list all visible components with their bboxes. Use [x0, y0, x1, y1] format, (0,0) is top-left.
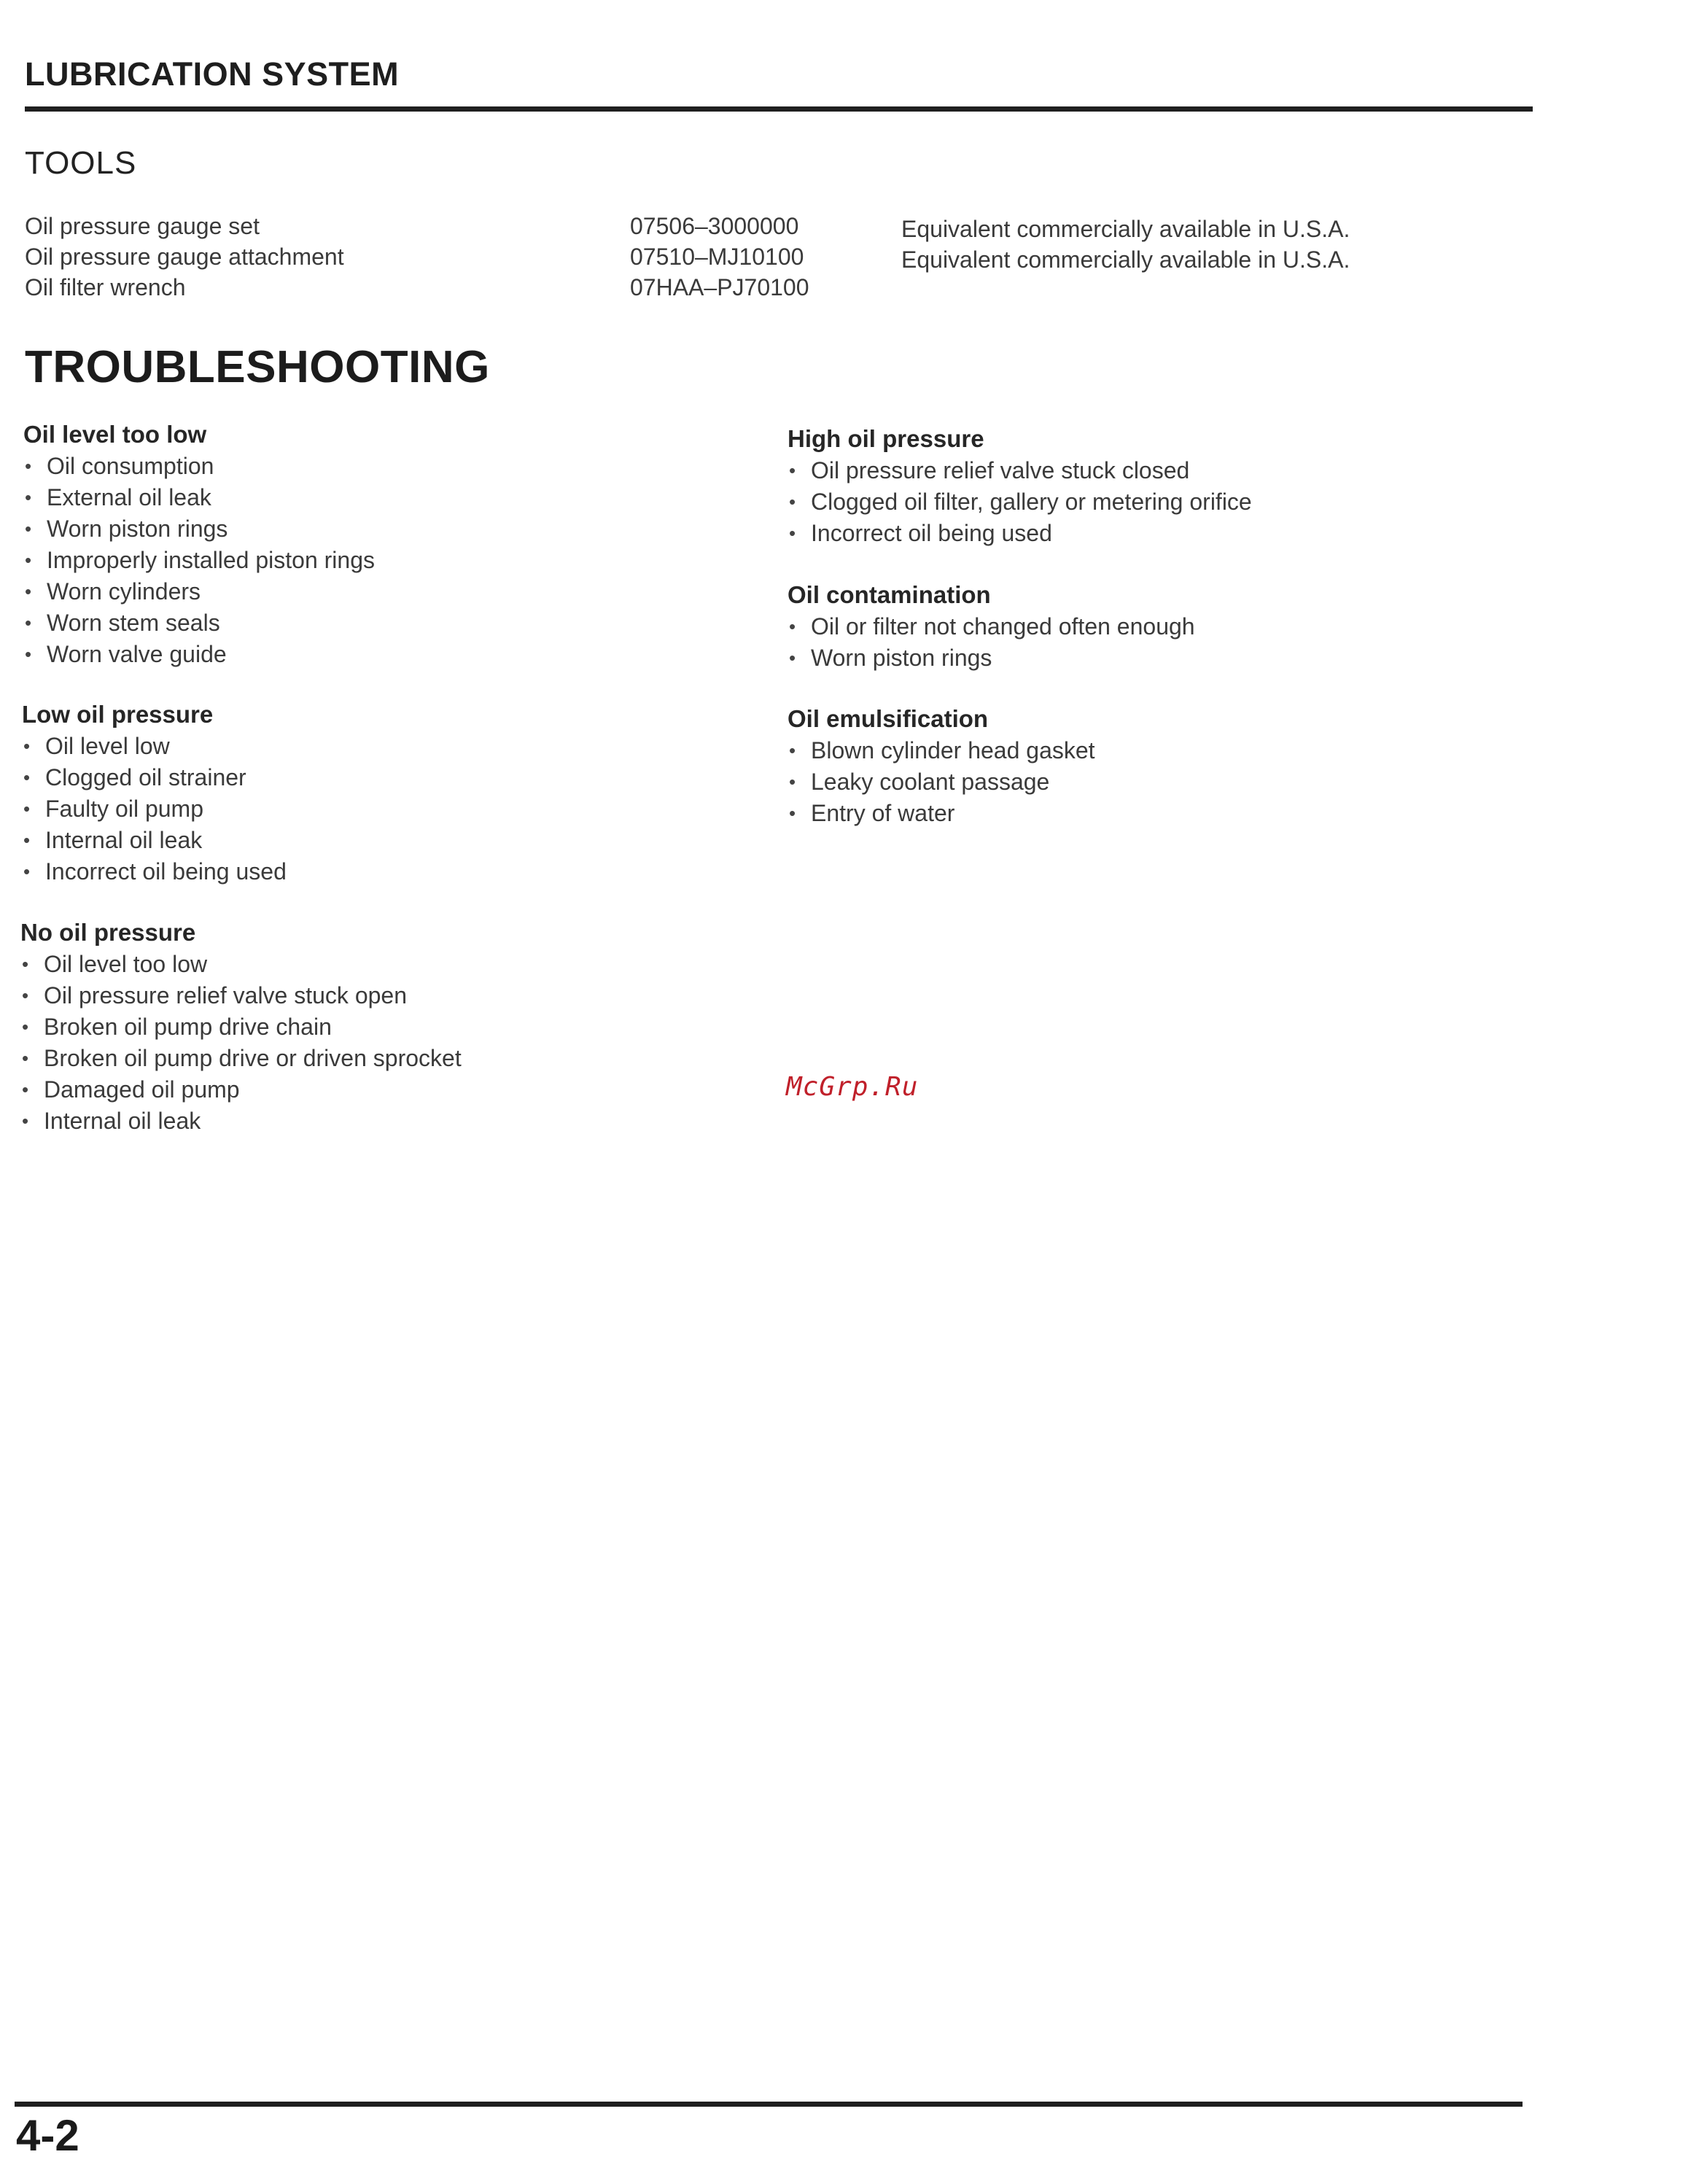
bullet-icon: • [25, 549, 32, 571]
cause-text: Oil pressure relief valve stuck closed [811, 457, 1190, 483]
cause-text: Worn cylinders [47, 578, 201, 605]
list-item [20, 980, 462, 1011]
page-number: 4-2 [16, 2111, 79, 2160]
footer-divider [15, 2102, 1523, 2107]
cause-text: Internal oil leak [44, 1108, 201, 1134]
bullet-icon: • [25, 612, 32, 634]
cause-text: Oil level low [45, 733, 170, 759]
group-low-oil-pressure [22, 699, 287, 887]
cause-text: Clogged oil strainer [45, 764, 246, 790]
cause-text: Oil consumption [47, 453, 214, 479]
bullet-icon: • [22, 1047, 29, 1069]
tool-part-number: 07506–3000000 [630, 213, 799, 239]
list-item [20, 1105, 462, 1137]
tool-name: Oil pressure gauge set [25, 213, 260, 239]
bullet-icon: • [25, 643, 32, 665]
group-no-oil-pressure [20, 917, 462, 1137]
cause-text: Improperly installed piston rings [47, 547, 375, 573]
watermark: McGrp.Ru [786, 1072, 919, 1102]
cause-list [788, 735, 1095, 829]
cause-text: Worn piston rings [47, 516, 228, 542]
list-item [788, 735, 1095, 766]
list-item [22, 731, 287, 762]
list-item [20, 1011, 462, 1043]
bullet-icon: • [22, 953, 29, 975]
list-item [22, 793, 287, 825]
cause-text: Internal oil leak [45, 827, 203, 853]
list-item [20, 1074, 462, 1105]
bullet-icon: • [25, 580, 32, 602]
bullet-icon: • [789, 802, 796, 824]
list-item [788, 798, 1095, 829]
group-oil-emulsification [788, 703, 1095, 829]
tool-name: Oil filter wrench [25, 274, 186, 300]
bullet-icon: • [23, 766, 31, 788]
group-high-oil-pressure [788, 423, 1252, 549]
list-item [23, 639, 375, 670]
cause-text: Leaky coolant passage [811, 769, 1050, 795]
group-title: No oil pressure [20, 919, 196, 946]
cause-list [788, 455, 1252, 549]
list-item [20, 1043, 462, 1074]
tool-note: Equivalent commercially available in U.S.A. [901, 216, 1350, 242]
list-item [788, 611, 1195, 642]
cause-text: Clogged oil filter, gallery or metering orifice [811, 489, 1252, 515]
list-item [23, 576, 375, 607]
cause-list [788, 611, 1195, 674]
cause-text: Worn valve guide [47, 641, 227, 667]
cause-list [22, 731, 287, 887]
cause-text: Blown cylinder head gasket [811, 737, 1095, 763]
list-item [23, 607, 375, 639]
group-title: Oil emulsification [788, 705, 989, 732]
cause-text: Broken oil pump drive or driven sprocket [44, 1045, 462, 1071]
bullet-icon: • [22, 1110, 29, 1132]
bullet-icon: • [789, 491, 796, 513]
bullet-icon: • [789, 739, 796, 761]
bullet-icon: • [23, 798, 31, 820]
bullet-icon: • [23, 829, 31, 851]
group-title: Oil contamination [788, 581, 991, 608]
cause-text: Entry of water [811, 800, 955, 826]
cause-text: Damaged oil pump [44, 1076, 240, 1103]
list-item [22, 762, 287, 793]
cause-text: Oil pressure relief valve stuck open [44, 982, 407, 1009]
cause-text: Worn stem seals [47, 610, 220, 636]
list-item [788, 455, 1252, 486]
bullet-icon: • [789, 459, 796, 481]
list-item [22, 825, 287, 856]
list-item [788, 766, 1095, 798]
bullet-icon: • [789, 771, 796, 793]
cause-text: Incorrect oil being used [45, 858, 287, 885]
section-title: LUBRICATION SYSTEM [25, 55, 400, 93]
cause-text: Oil or filter not changed often enough [811, 613, 1195, 640]
tool-part-number: 07HAA–PJ70100 [630, 274, 809, 300]
bullet-icon: • [25, 486, 32, 508]
bullet-icon: • [22, 1016, 29, 1038]
group-oil-contamination [788, 579, 1195, 674]
bullet-icon: • [789, 615, 796, 637]
cause-text: External oil leak [47, 484, 211, 510]
bullet-icon: • [789, 647, 796, 669]
list-item [788, 518, 1252, 549]
group-title: High oil pressure [788, 425, 984, 452]
troubleshooting-heading: TROUBLESHOOTING [25, 342, 490, 392]
bullet-icon: • [25, 455, 32, 477]
cause-text: Worn piston rings [811, 645, 992, 671]
header-divider [25, 106, 1533, 112]
bullet-icon: • [22, 1079, 29, 1100]
cause-list [23, 451, 375, 670]
list-item [788, 486, 1252, 518]
list-item [23, 545, 375, 576]
list-item [23, 482, 375, 513]
group-title: Oil level too low [23, 421, 207, 448]
tool-part-number: 07510–MJ10100 [630, 244, 804, 270]
cause-list [20, 949, 462, 1137]
list-item [22, 856, 287, 887]
cause-text: Faulty oil pump [45, 796, 203, 822]
group-title: Low oil pressure [22, 701, 214, 728]
bullet-icon: • [789, 522, 796, 544]
bullet-icon: • [22, 984, 29, 1006]
cause-text: Broken oil pump drive chain [44, 1014, 332, 1040]
group-oil-level-too-low [23, 419, 375, 670]
list-item [788, 642, 1195, 674]
cause-text: Incorrect oil being used [811, 520, 1052, 546]
list-item [20, 949, 462, 980]
tool-name: Oil pressure gauge attachment [25, 244, 344, 270]
cause-text: Oil level too low [44, 951, 208, 977]
bullet-icon: • [23, 860, 31, 882]
list-item [23, 451, 375, 482]
bullet-icon: • [23, 735, 31, 757]
tools-heading: TOOLS [25, 145, 137, 181]
list-item [23, 513, 375, 545]
tool-note: Equivalent commercially available in U.S.A. [901, 246, 1350, 273]
bullet-icon: • [25, 518, 32, 540]
